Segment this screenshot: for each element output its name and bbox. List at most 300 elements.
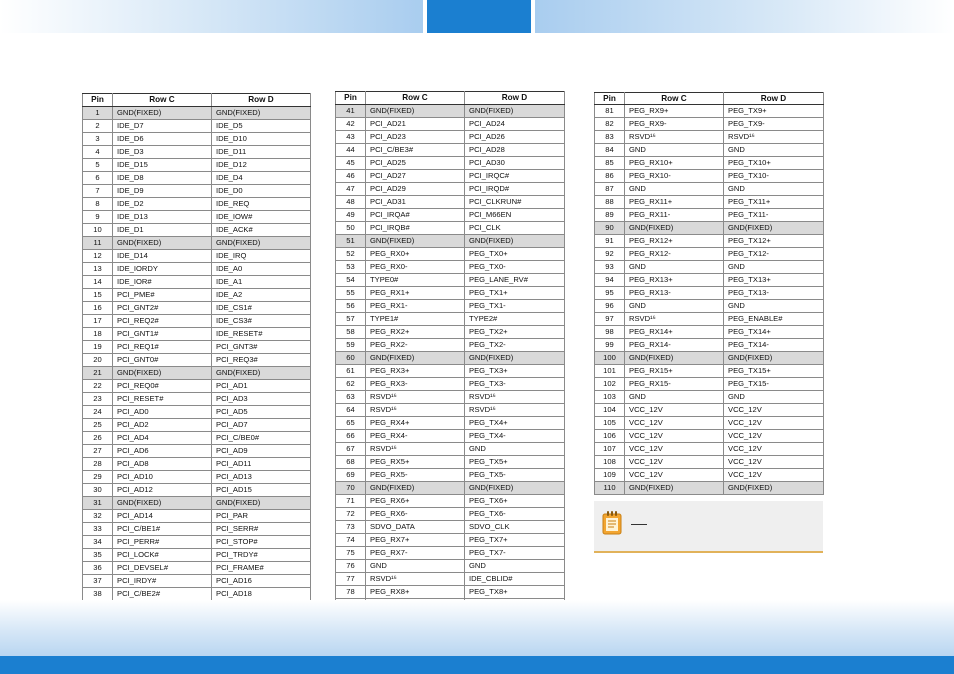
row-c-signal: IDE_D7: [113, 120, 212, 133]
row-c-signal: PEG_RX9+: [625, 105, 724, 118]
row-c-signal: PCI_REQ0#: [113, 380, 212, 393]
row-c-signal: PCI_GNT0#: [113, 354, 212, 367]
row-c-signal: PEG_RX12-: [625, 248, 724, 261]
row-c-signal: PEG_RX6+: [366, 495, 465, 508]
row-c-signal: IDE_IORDY: [113, 263, 212, 276]
row-c-signal: GND(FIXED): [113, 497, 212, 510]
row-c-signal: VCC_12V: [625, 404, 724, 417]
table-row: [336, 131, 565, 144]
table-row: [83, 120, 311, 133]
row-c-signal: IDE_IOR#: [113, 276, 212, 289]
row-d-signal: IDE_A2: [212, 289, 311, 302]
table-row: [595, 365, 824, 378]
pin-number: 97: [595, 313, 625, 326]
table-row: [336, 417, 565, 430]
table-row: [595, 378, 824, 391]
table-row: [83, 185, 311, 198]
row-c-signal: PEG_RX5+: [366, 456, 465, 469]
pin-number: 50: [336, 222, 366, 235]
row-c-signal: PEG_RX7-: [366, 547, 465, 560]
table-row: [83, 354, 311, 367]
table-row: [336, 209, 565, 222]
pin-number: 72: [336, 508, 366, 521]
row-c-signal: GND(FIXED): [113, 107, 212, 120]
pin-number: 107: [595, 443, 625, 456]
row-c-signal: PCI_RESET#: [113, 393, 212, 406]
row-d-signal: IDE_D10: [212, 133, 311, 146]
row-c-signal: RSVD¹⁶: [366, 391, 465, 404]
row-d-signal: PEG_TX14+: [724, 326, 824, 339]
table-row: [336, 378, 565, 391]
pin-number: 3: [83, 133, 113, 146]
row-c-signal: IDE_D8: [113, 172, 212, 185]
row-c-signal: IDE_D9: [113, 185, 212, 198]
row-d-signal: GND(FIXED): [724, 482, 824, 495]
pin-number: 24: [83, 406, 113, 419]
row-d-signal: GND(FIXED): [724, 222, 824, 235]
table-row: [336, 144, 565, 157]
row-c-signal: PEG_RX3+: [366, 365, 465, 378]
table-row: [595, 287, 824, 300]
pin-number: 92: [595, 248, 625, 261]
table-row: [595, 157, 824, 170]
pin-number: 88: [595, 196, 625, 209]
row-d-signal: PEG_TX10-: [724, 170, 824, 183]
row-d-signal: PCI_M66EN: [465, 209, 565, 222]
table-row: [595, 326, 824, 339]
row-d-signal: PEG_TX14-: [724, 339, 824, 352]
table-row: [336, 274, 565, 287]
row-c-signal: PEG_RX8+: [366, 586, 465, 599]
row-c-signal: GND(FIXED): [366, 235, 465, 248]
row-d-signal: PEG_TX1+: [465, 287, 565, 300]
pin-number: 15: [83, 289, 113, 302]
row-c-signal: GND: [366, 560, 465, 573]
table-row: [595, 170, 824, 183]
table-row: [83, 497, 311, 510]
table-row: [83, 536, 311, 549]
row-d-signal: PEG_TX1-: [465, 300, 565, 313]
row-c-signal: GND(FIXED): [366, 105, 465, 118]
row-c-signal: PCI_AD0: [113, 406, 212, 419]
table-row: [83, 276, 311, 289]
pin-number: 41: [336, 105, 366, 118]
row-c-signal: PEG_RX0-: [366, 261, 465, 274]
row-d-signal: IDE_CS3#: [212, 315, 311, 328]
row-d-signal: IDE_IRQ: [212, 250, 311, 263]
row-d-signal: PEG_TX13-: [724, 287, 824, 300]
row-d-signal: VCC_12V: [724, 443, 824, 456]
pin-number: 59: [336, 339, 366, 352]
header-row-c: Row C: [366, 92, 465, 105]
pin-number: 4: [83, 146, 113, 159]
pin-number: 22: [83, 380, 113, 393]
table-row: [595, 235, 824, 248]
pin-number: 49: [336, 209, 366, 222]
header-pin: Pin: [336, 92, 366, 105]
pin-number: 9: [83, 211, 113, 224]
pin-number: 66: [336, 430, 366, 443]
table-row: [336, 560, 565, 573]
pin-number: 10: [83, 224, 113, 237]
pin-number: 83: [595, 131, 625, 144]
row-d-signal: PCI_REQ3#: [212, 354, 311, 367]
row-c-signal: GND(FIXED): [113, 237, 212, 250]
row-c-signal: PCI_AD4: [113, 432, 212, 445]
row-d-signal: PCI_FRAME#: [212, 562, 311, 575]
table-row: [83, 172, 311, 185]
row-d-signal: PCI_IRQC#: [465, 170, 565, 183]
pin-number: 48: [336, 196, 366, 209]
row-c-signal: PEG_RX2+: [366, 326, 465, 339]
pin-number: 85: [595, 157, 625, 170]
row-c-signal: GND: [625, 183, 724, 196]
pin-number: 1: [83, 107, 113, 120]
row-d-signal: GND(FIXED): [465, 235, 565, 248]
row-c-signal: IDE_D6: [113, 133, 212, 146]
row-d-signal: PEG_ENABLE#: [724, 313, 824, 326]
row-c-signal: PCI_AD27: [366, 170, 465, 183]
pin-number: 53: [336, 261, 366, 274]
row-d-signal: IDE_D5: [212, 120, 311, 133]
header-pin: Pin: [83, 94, 113, 107]
table-row: [83, 263, 311, 276]
row-d-signal: PCI_AD3: [212, 393, 311, 406]
row-c-signal: GND(FIXED): [625, 222, 724, 235]
row-d-signal: PEG_TX11-: [724, 209, 824, 222]
row-c-signal: PEG_RX14+: [625, 326, 724, 339]
row-c-signal: PEG_RX4-: [366, 430, 465, 443]
row-d-signal: PEG_TX7-: [465, 547, 565, 560]
pin-number: 77: [336, 573, 366, 586]
row-d-signal: IDE_CBLID#: [465, 573, 565, 586]
row-d-signal: RSVD¹⁶: [465, 404, 565, 417]
pin-number: 71: [336, 495, 366, 508]
row-c-signal: PCI_LOCK#: [113, 549, 212, 562]
table-row: [83, 562, 311, 575]
table-row: [83, 484, 311, 497]
row-c-signal: PEG_RX7+: [366, 534, 465, 547]
row-c-signal: IDE_D14: [113, 250, 212, 263]
row-d-signal: PEG_TX2+: [465, 326, 565, 339]
pin-number: 52: [336, 248, 366, 261]
table-row: [336, 157, 565, 170]
row-d-signal: PEG_TX4+: [465, 417, 565, 430]
row-c-signal: PEG_RX14-: [625, 339, 724, 352]
row-c-signal: PCI_AD10: [113, 471, 212, 484]
row-c-signal: PCI_AD29: [366, 183, 465, 196]
row-d-signal: PCI_STOP#: [212, 536, 311, 549]
row-d-signal: IDE_A1: [212, 276, 311, 289]
row-d-signal: PEG_TX2-: [465, 339, 565, 352]
table-row: [336, 482, 565, 495]
table-row: [83, 315, 311, 328]
pin-number: 102: [595, 378, 625, 391]
row-d-signal: GND: [724, 300, 824, 313]
row-d-signal: IDE_REQ: [212, 198, 311, 211]
table-row: [83, 367, 311, 380]
pin-number: 96: [595, 300, 625, 313]
table-row: [83, 458, 311, 471]
table-row: [336, 339, 565, 352]
table-row: [83, 133, 311, 146]
header-row-d: Row D: [724, 93, 824, 105]
pin-number: 5: [83, 159, 113, 172]
row-c-signal: PCI_AD6: [113, 445, 212, 458]
header-row-d: Row D: [212, 94, 311, 107]
row-d-signal: PCI_C/BE0#: [212, 432, 311, 445]
row-c-signal: PEG_RX10+: [625, 157, 724, 170]
row-d-signal: PEG_TX10+: [724, 157, 824, 170]
pin-number: 12: [83, 250, 113, 263]
pin-number: 29: [83, 471, 113, 484]
table-row: [336, 534, 565, 547]
pin-number: 94: [595, 274, 625, 287]
table-row: [336, 430, 565, 443]
row-c-signal: PCI_AD2: [113, 419, 212, 432]
row-c-signal: PEG_RX10-: [625, 170, 724, 183]
pin-number: 60: [336, 352, 366, 365]
table-row: [595, 417, 824, 430]
pin-number: 84: [595, 144, 625, 157]
table-row: [595, 274, 824, 287]
pin-number: 104: [595, 404, 625, 417]
pin-number: 103: [595, 391, 625, 404]
row-c-signal: PCI_C/BE2#: [113, 588, 212, 601]
row-c-signal: IDE_D3: [113, 146, 212, 159]
table-row: [83, 419, 311, 432]
table-row: [83, 575, 311, 588]
row-d-signal: PEG_LANE_RV#: [465, 274, 565, 287]
row-c-signal: GND(FIXED): [366, 352, 465, 365]
table-row: [595, 443, 824, 456]
pin-number: 100: [595, 352, 625, 365]
table-row: [336, 469, 565, 482]
table-row: [595, 131, 824, 144]
row-c-signal: GND(FIXED): [113, 367, 212, 380]
pin-number: 55: [336, 287, 366, 300]
row-d-signal: TYPE2#: [465, 313, 565, 326]
row-d-signal: GND: [724, 391, 824, 404]
table-row: [336, 183, 565, 196]
row-d-signal: PCI_AD7: [212, 419, 311, 432]
row-c-signal: PEG_RX1+: [366, 287, 465, 300]
row-c-signal: PEG_RX11+: [625, 196, 724, 209]
table-row: [336, 547, 565, 560]
pin-number: 98: [595, 326, 625, 339]
row-c-signal: PEG_RX12+: [625, 235, 724, 248]
pin-number: 37: [83, 575, 113, 588]
pin-number: 106: [595, 430, 625, 443]
pin-number: 108: [595, 456, 625, 469]
row-c-signal: GND(FIXED): [625, 482, 724, 495]
table-row: [595, 196, 824, 209]
table-row: [595, 222, 824, 235]
row-c-signal: GND: [625, 261, 724, 274]
pin-number: 75: [336, 547, 366, 560]
row-c-signal: GND: [625, 391, 724, 404]
pin-number: 95: [595, 287, 625, 300]
pin-number: 42: [336, 118, 366, 131]
pin-number: 7: [83, 185, 113, 198]
pin-number: 105: [595, 417, 625, 430]
pin-number: 64: [336, 404, 366, 417]
row-d-signal: IDE_D4: [212, 172, 311, 185]
row-d-signal: PEG_TX0+: [465, 248, 565, 261]
row-d-signal: PCI_AD11: [212, 458, 311, 471]
row-c-signal: IDE_D2: [113, 198, 212, 211]
row-d-signal: PCI_AD1: [212, 380, 311, 393]
pin-number: 44: [336, 144, 366, 157]
note-heading-rule: [631, 517, 647, 525]
pin-number: 62: [336, 378, 366, 391]
pin-number: 45: [336, 157, 366, 170]
row-d-signal: PEG_TX13+: [724, 274, 824, 287]
row-c-signal: PEG_RX9-: [625, 118, 724, 131]
pin-number: 69: [336, 469, 366, 482]
table-row: [336, 105, 565, 118]
row-d-signal: PEG_TX11+: [724, 196, 824, 209]
table-row: [83, 198, 311, 211]
table-row: [83, 445, 311, 458]
row-c-signal: PCI_GNT1#: [113, 328, 212, 341]
row-c-signal: GND(FIXED): [366, 482, 465, 495]
pin-number: 65: [336, 417, 366, 430]
table-row: [83, 211, 311, 224]
row-d-signal: VCC_12V: [724, 469, 824, 482]
row-d-signal: PCI_IRQD#: [465, 183, 565, 196]
pin-number: 19: [83, 341, 113, 354]
row-d-signal: PCI_AD24: [465, 118, 565, 131]
row-c-signal: PEG_RX15-: [625, 378, 724, 391]
row-d-signal: PEG_TX12-: [724, 248, 824, 261]
row-d-signal: VCC_12V: [724, 430, 824, 443]
pin-number: 27: [83, 445, 113, 458]
row-c-signal: PCI_IRDY#: [113, 575, 212, 588]
table-row: [595, 118, 824, 131]
header-row-d: Row D: [465, 92, 565, 105]
pin-number: 11: [83, 237, 113, 250]
table-row: [595, 248, 824, 261]
row-c-signal: SDVO_DATA: [366, 521, 465, 534]
row-c-signal: TYPE1#: [366, 313, 465, 326]
row-d-signal: PCI_AD30: [465, 157, 565, 170]
row-c-signal: PEG_RX2-: [366, 339, 465, 352]
row-c-signal: PEG_RX11-: [625, 209, 724, 222]
table-row: [595, 404, 824, 417]
pin-number: 73: [336, 521, 366, 534]
pin-number: 6: [83, 172, 113, 185]
row-d-signal: PCI_AD15: [212, 484, 311, 497]
pin-number: 43: [336, 131, 366, 144]
pin-number: 58: [336, 326, 366, 339]
table-row: [336, 586, 565, 599]
row-d-signal: PCI_PAR: [212, 510, 311, 523]
table-row: [336, 287, 565, 300]
row-d-signal: GND: [724, 261, 824, 274]
table-row: [336, 443, 565, 456]
row-c-signal: VCC_12V: [625, 443, 724, 456]
header-pin: Pin: [595, 93, 625, 105]
pin-number: 13: [83, 263, 113, 276]
row-c-signal: PCI_GNT2#: [113, 302, 212, 315]
pin-number: 63: [336, 391, 366, 404]
table-row: [336, 261, 565, 274]
row-d-signal: RSVD¹⁶: [465, 391, 565, 404]
row-d-signal: IDE_D0: [212, 185, 311, 198]
row-c-signal: IDE_D1: [113, 224, 212, 237]
table-row: [595, 313, 824, 326]
header-band-right: [535, 0, 954, 33]
row-d-signal: PEG_TX5+: [465, 456, 565, 469]
row-d-signal: PEG_TX4-: [465, 430, 565, 443]
table-row: [83, 107, 311, 120]
table-row: [83, 471, 311, 484]
pin-number: 21: [83, 367, 113, 380]
row-d-signal: PCI_AD5: [212, 406, 311, 419]
pin-number: 86: [595, 170, 625, 183]
pin-number: 93: [595, 261, 625, 274]
row-d-signal: IDE_D11: [212, 146, 311, 159]
row-d-signal: PEG_TX9-: [724, 118, 824, 131]
table-row: [595, 391, 824, 404]
pin-number: 67: [336, 443, 366, 456]
row-d-signal: GND: [465, 443, 565, 456]
row-c-signal: PCI_C/BE1#: [113, 523, 212, 536]
row-c-signal: PEG_RX0+: [366, 248, 465, 261]
table-row: [336, 573, 565, 586]
row-c-signal: PCI_AD25: [366, 157, 465, 170]
row-d-signal: PCI_AD9: [212, 445, 311, 458]
row-c-signal: TYPE0#: [366, 274, 465, 287]
row-c-signal: RSVD¹⁶: [366, 573, 465, 586]
row-d-signal: PCI_TRDY#: [212, 549, 311, 562]
header-row-c: Row C: [113, 94, 212, 107]
table-row: [336, 391, 565, 404]
table-row: [336, 248, 565, 261]
row-d-signal: VCC_12V: [724, 456, 824, 469]
row-d-signal: PCI_CLK: [465, 222, 565, 235]
row-d-signal: PCI_AD16: [212, 575, 311, 588]
row-c-signal: PEG_RX6-: [366, 508, 465, 521]
pin-number: 78: [336, 586, 366, 599]
table-row: [83, 432, 311, 445]
notepad-icon: [600, 510, 624, 541]
table-row: [595, 469, 824, 482]
header-row-c: Row C: [625, 93, 724, 105]
row-d-signal: PCI_AD26: [465, 131, 565, 144]
row-d-signal: PEG_TX3-: [465, 378, 565, 391]
pin-number: 110: [595, 482, 625, 495]
table-row: [83, 250, 311, 263]
table-row: [595, 209, 824, 222]
pin-number: 14: [83, 276, 113, 289]
table-row: [83, 341, 311, 354]
pin-number: 87: [595, 183, 625, 196]
row-c-signal: PEG_RX1-: [366, 300, 465, 313]
table-row: [336, 495, 565, 508]
pin-number: 61: [336, 365, 366, 378]
pin-number: 20: [83, 354, 113, 367]
row-c-signal: GND: [625, 144, 724, 157]
pin-number: 17: [83, 315, 113, 328]
table-row: [336, 456, 565, 469]
row-d-signal: PEG_TX5-: [465, 469, 565, 482]
pin-number: 28: [83, 458, 113, 471]
row-c-signal: PCI_PME#: [113, 289, 212, 302]
pin-number: 36: [83, 562, 113, 575]
row-d-signal: IDE_D12: [212, 159, 311, 172]
